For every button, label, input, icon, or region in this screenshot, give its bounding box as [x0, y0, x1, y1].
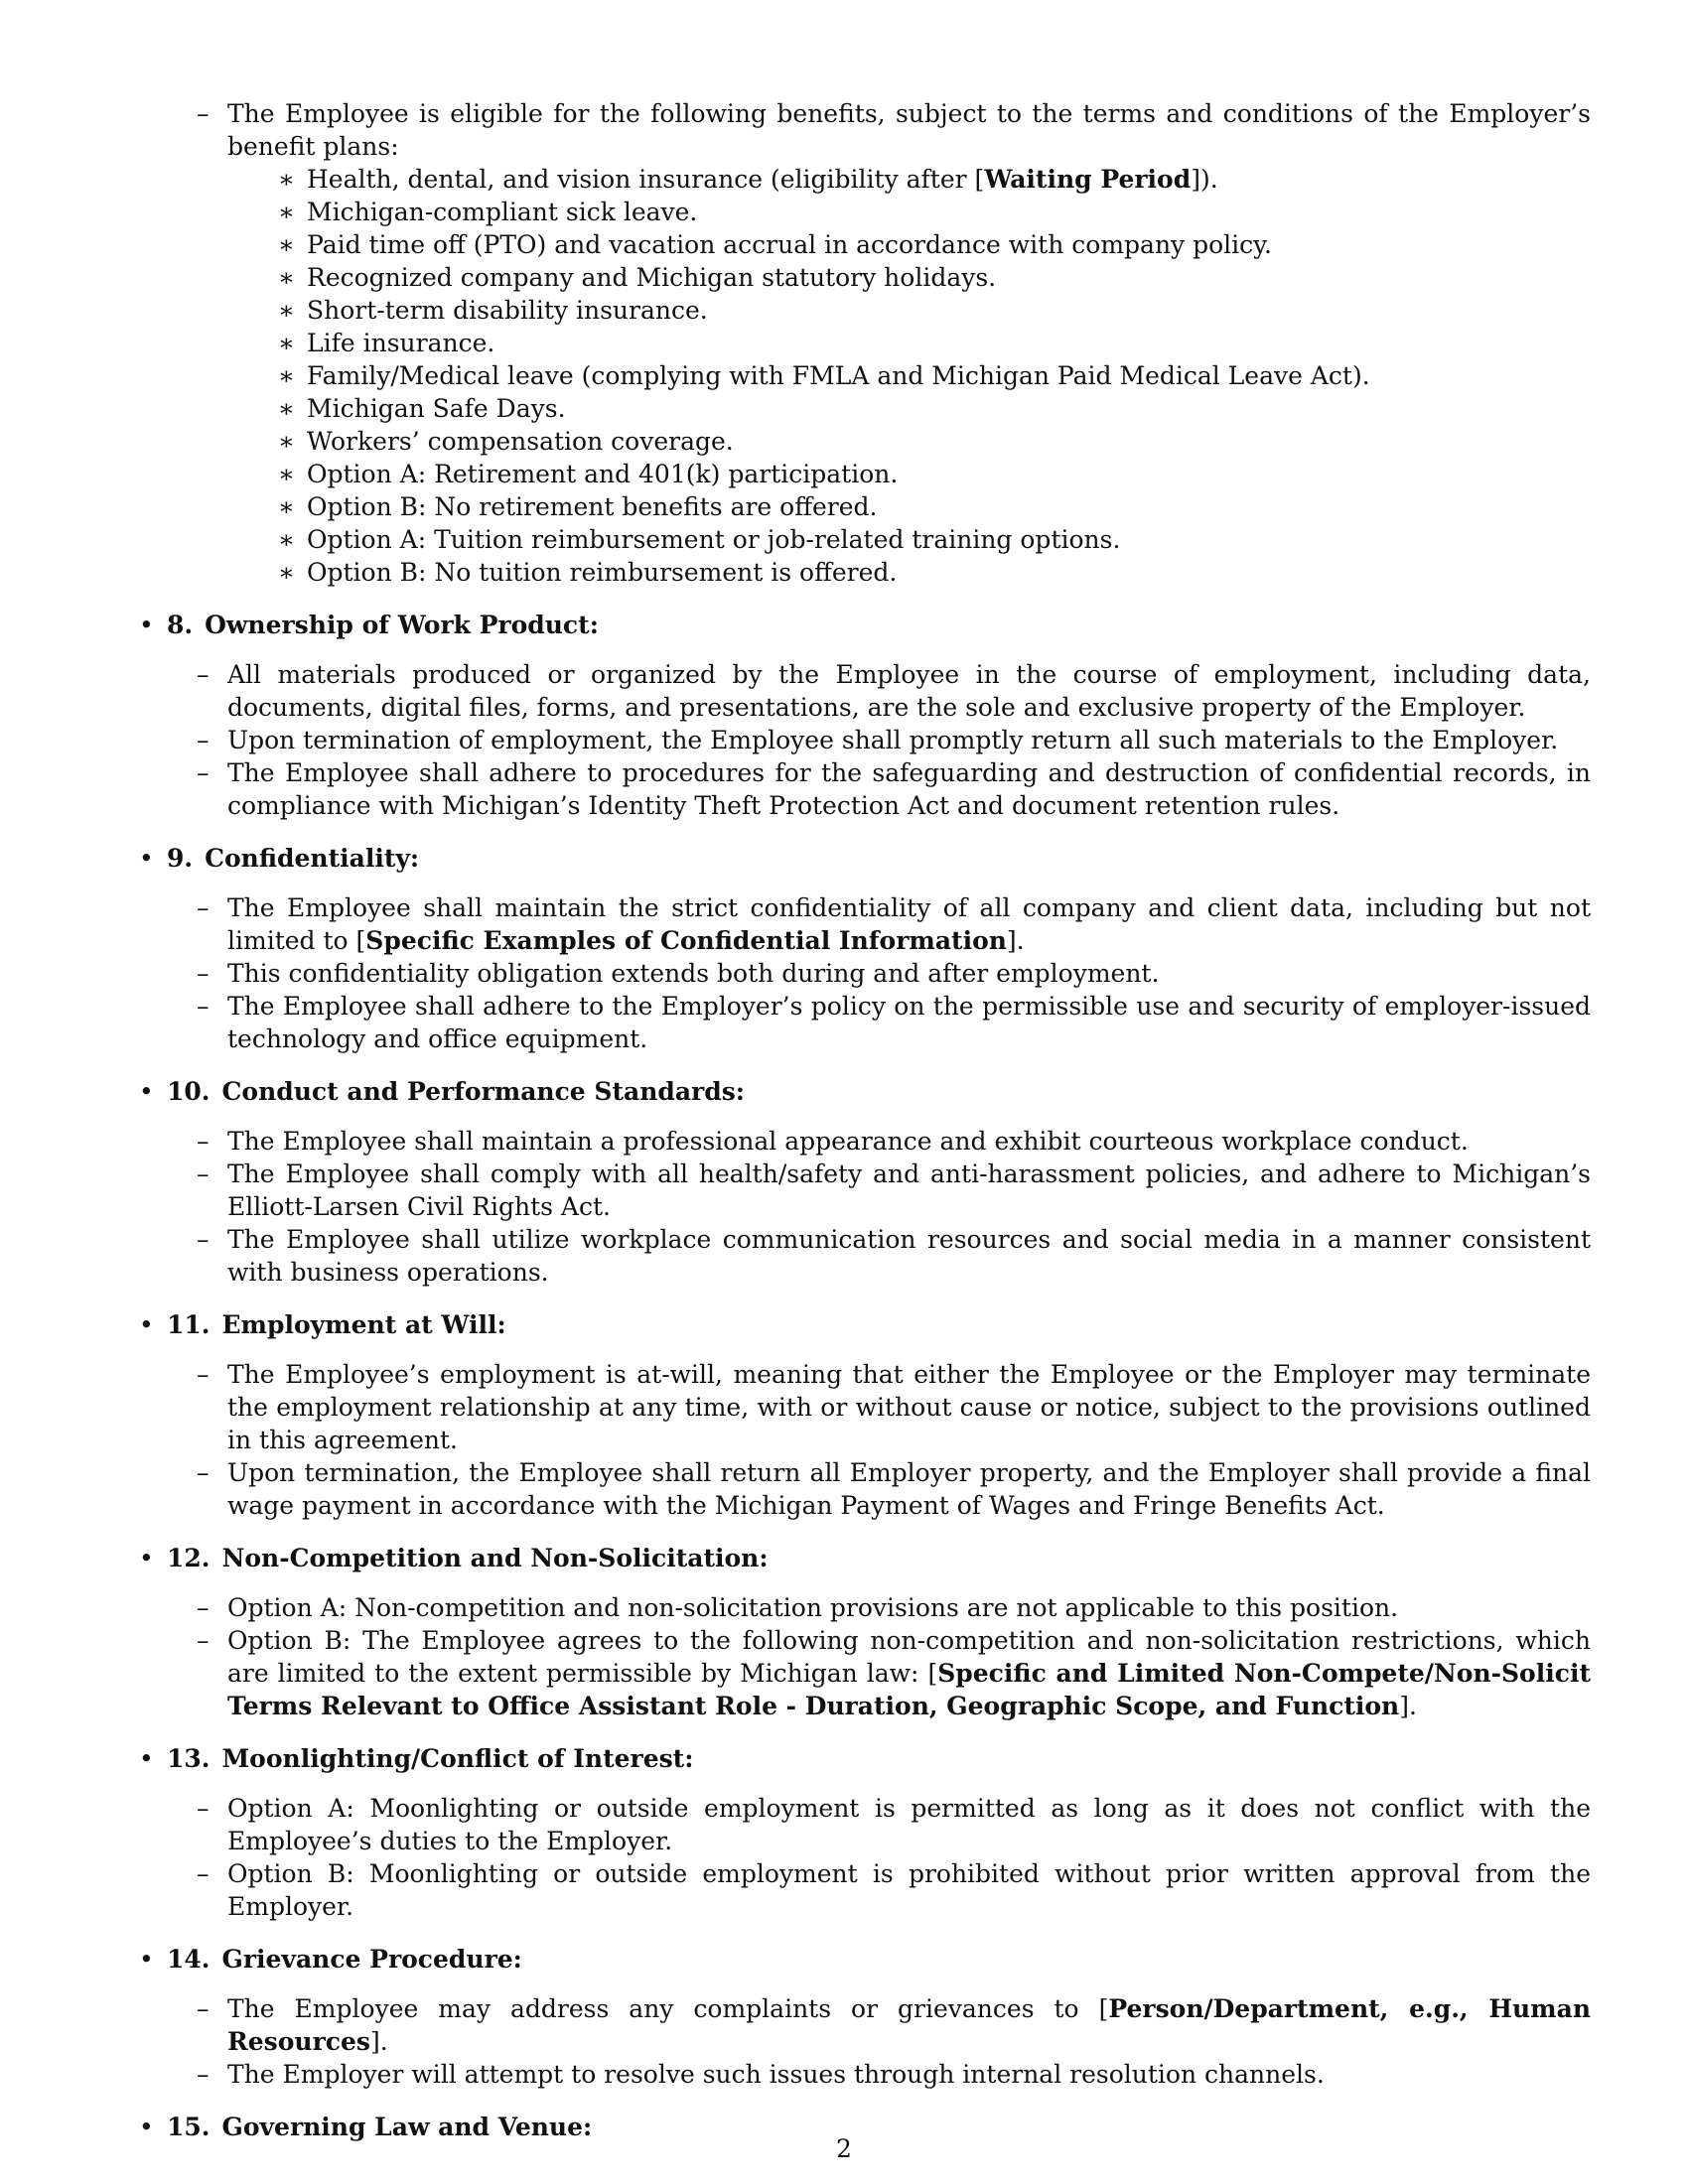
- section-heading: • 10. Conduct and Performance Standards:: [167, 1075, 1591, 1108]
- section-heading: • 14. Grievance Procedure:: [167, 1943, 1591, 1976]
- section-items: [197, 658, 1591, 822]
- section-11: [0, 1308, 1591, 1522]
- section-heading: • 12. Non-Competition and Non-Solicitation:: [167, 1542, 1591, 1574]
- section-heading: • 8. Ownership of Work Product:: [167, 609, 1591, 641]
- section-items: [197, 1358, 1591, 1522]
- section-items: [197, 1992, 1591, 2091]
- list-item: – The Employee’s employment is at-will, meaning that either the Employee or the Employer may terminate the employment relationship at any time, with or without cause or notice, subject to the provisions outlined in this agreement.: [197, 1358, 1591, 1456]
- list-item: – The Employee shall utilize workplace communication resources and social media in a manner consistent with business operations.: [197, 1223, 1591, 1289]
- list-item: – Option A: Moonlighting or outside employment is permitted as long as it does not conflict with the Employee’s duties to the Employer.: [197, 1792, 1591, 1857]
- placeholder-non-compete-terms: Specific and Limited Non-Compete/Non-Solicit Terms Relevant to Office Assistant Role - Duration, Geographic Scope, and Function: [227, 1659, 1591, 1720]
- section-heading: • 15. Governing Law and Venue:: [167, 2111, 1591, 2143]
- benefit-item: ∗ Michigan-compliant sick leave.: [278, 196, 1591, 228]
- benefit-item: ∗ Short-term disability insurance.: [278, 294, 1591, 327]
- list-item: – The Employee shall adhere to procedures for the safeguarding and destruction of confidential records, in compliance with Michigan’s Identity Theft Protection Act and document retention rules.: [197, 756, 1591, 822]
- placeholder-grievance-contact: Person/Department, e.g., Human Resources: [227, 1994, 1592, 2056]
- placeholder-confidential-examples: Specific Examples of Confidential Information: [365, 926, 1007, 955]
- benefits-intro: The Employee is eligible for the following benefits, subject to the terms and conditions of the Employer’s benefit plans:: [227, 99, 1591, 161]
- benefit-item: ∗ Option A: Tuition reimbursement or job-related training options.: [278, 523, 1591, 556]
- section-heading: • 13. Moonlighting/Conflict of Interest:: [167, 1742, 1591, 1775]
- benefit-item: ∗ Michigan Safe Days.: [278, 392, 1591, 425]
- section-10: [0, 1075, 1591, 1289]
- section-9: [0, 842, 1591, 1055]
- list-item: – Option B: Moonlighting or outside employment is prohibited without prior written approval from the Employer.: [197, 1857, 1591, 1923]
- benefit-item: ∗ Paid time off (PTO) and vacation accrual in accordance with company policy.: [278, 228, 1591, 261]
- list-item: – The Employer will attempt to resolve such issues through internal resolution channels.: [197, 2058, 1591, 2091]
- section-heading: • 9. Confidentiality:: [167, 842, 1591, 875]
- section-8: [0, 609, 1591, 822]
- section-13: [0, 1742, 1591, 1923]
- section-items: [197, 891, 1591, 1055]
- benefit-item: ∗ Option B: No tuition reimbursement is offered.: [278, 556, 1591, 589]
- list-item: – The Employee shall maintain the strict confidentiality of all company and client data, including but not limited to [Specific Examples of Confidential Information].: [197, 891, 1591, 957]
- list-item: – This confidentiality obligation extends both during and after employment.: [197, 957, 1591, 990]
- benefit-item: ∗ Life insurance.: [278, 327, 1591, 359]
- list-item: – All materials produced or organized by the Employee in the course of employment, including data, documents, digital files, forms, and presentations, are the sole and exclusive property of the Employer.: [197, 658, 1591, 724]
- section-14: [0, 1943, 1591, 2091]
- section-heading: • 11. Employment at Will:: [167, 1308, 1591, 1341]
- section-items: [197, 1792, 1591, 1923]
- list-item: – The Employee shall comply with all health/safety and anti-harassment policies, and adhere to Michigan’s Elliott-Larsen Civil Rights Act.: [197, 1158, 1591, 1223]
- list-item: – Option A: Non-competition and non-solicitation provisions are not applicable to this position.: [197, 1591, 1591, 1624]
- list-item: – Upon termination of employment, the Employee shall promptly return all such materials to the Employer.: [197, 724, 1591, 756]
- benefit-item: ∗ Workers’ compensation coverage.: [278, 425, 1591, 458]
- benefits-list: [197, 97, 1591, 589]
- placeholder-waiting-period: Waiting Period: [984, 165, 1192, 194]
- benefit-item: ∗ Option B: No retirement benefits are offered.: [278, 490, 1591, 523]
- section-items: [197, 1591, 1591, 1722]
- benefit-item: ∗ Family/Medical leave (complying with FMLA and Michigan Paid Medical Leave Act).: [278, 359, 1591, 392]
- list-item: – Upon termination, the Employee shall return all Employer property, and the Employer shall provide a final wage payment in accordance with the Michigan Payment of Wages and Fringe Benefits Act.: [197, 1456, 1591, 1522]
- benefits-intro-item: [197, 97, 1591, 589]
- benefit-item: ∗ Health, dental, and vision insurance (eligibility after [Waiting Period]).: [278, 163, 1591, 196]
- list-item: – The Employee shall adhere to the Employer’s policy on the permissible use and security of employer-issued technology and office equipment.: [197, 990, 1591, 1055]
- page-number: 2: [836, 2134, 852, 2163]
- benefits-sublist: [278, 163, 1591, 589]
- benefit-item: ∗ Recognized company and Michigan statutory holidays.: [278, 261, 1591, 294]
- benefit-item: ∗ Option A: Retirement and 401(k) participation.: [278, 458, 1591, 490]
- list-item: – The Employee shall maintain a professional appearance and exhibit courteous workplace conduct.: [197, 1125, 1591, 1158]
- section-12: [0, 1542, 1591, 1722]
- section-items: [197, 1125, 1591, 1289]
- list-item: – Option B: The Employee agrees to the following non-competition and non-solicitation restrictions, which are limited to the extent permissible by Michigan law: [Specific and Limited Non-Compete/Non-Solicit Terms Relevant to Office Assistant Role - Duration, Geographic Scope, and Function].: [197, 1624, 1591, 1722]
- list-item: – The Employee may address any complaints or grievances to [Person/Department, e.g., Human Resources].: [197, 1992, 1591, 2058]
